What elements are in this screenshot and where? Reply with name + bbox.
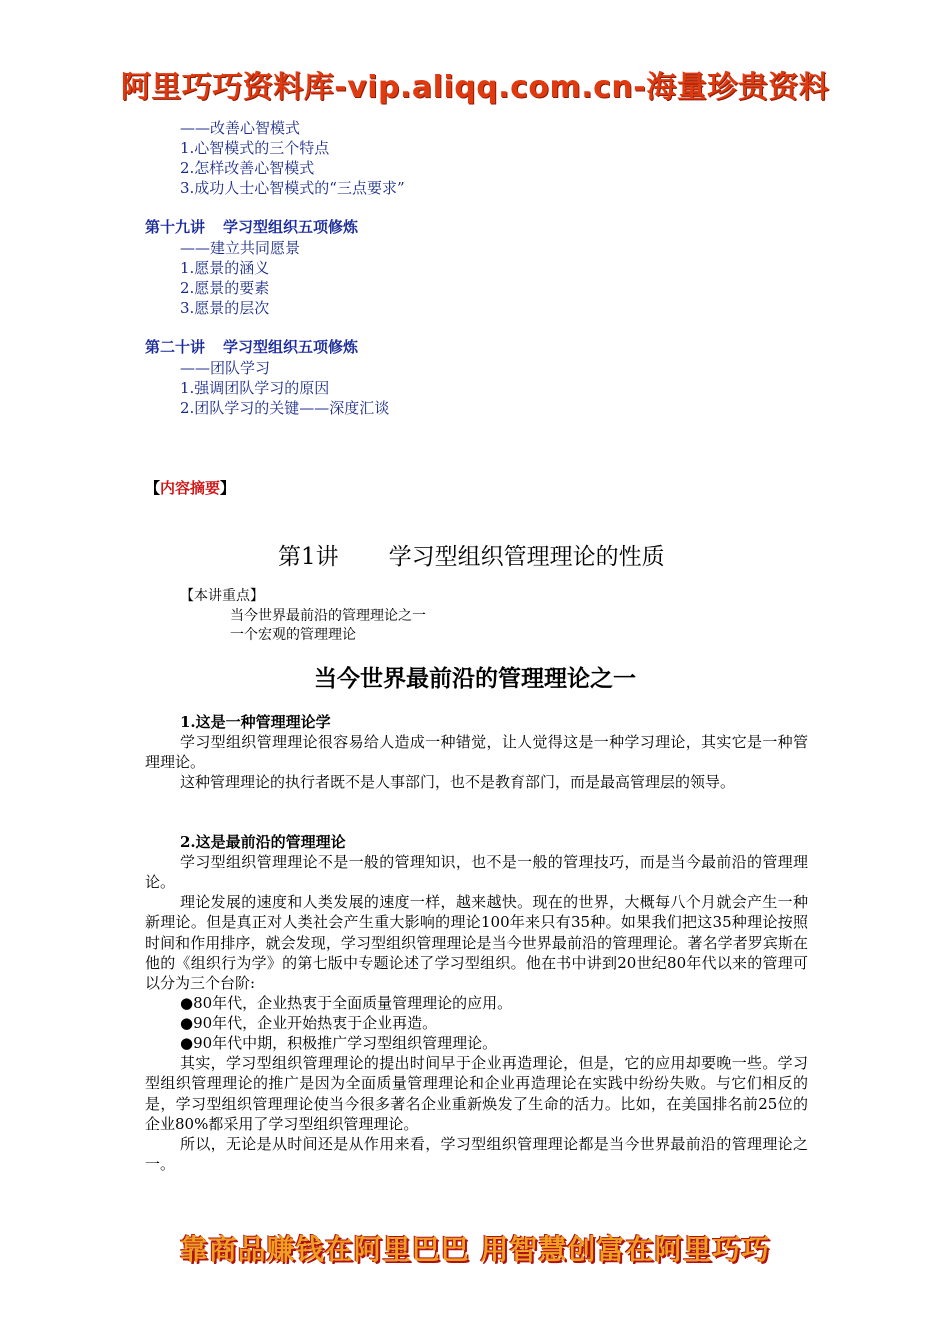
toc-lecture-title: 学习型组织五项修炼 <box>223 218 359 236</box>
toc-lecture-number: 第十九讲 <box>145 218 206 236</box>
toc-item: 1.心智模式的三个特点 <box>180 139 330 157</box>
bullet-item: ●90年代，企业开始热衷于企业再造。 <box>180 1014 438 1032</box>
paragraph: 这种管理理论的执行者既不是人事部门，也不是教育部门，而是最高管理层的领导。 <box>180 773 736 791</box>
key-point: 当今世界最前沿的管理理论之一 <box>230 608 426 624</box>
subsection-heading: 1.这是一种管理理论学 <box>180 713 331 731</box>
section-title: 当今世界最前沿的管理理论之一 <box>314 666 636 692</box>
toc-lecture-number: 第二十讲 <box>145 338 206 356</box>
header-banner: 阿里巧巧资料库-vip.aliqq.com.cn-海量珍贵资料 <box>120 70 830 105</box>
key-points-label: 【本讲重点】 <box>180 588 264 604</box>
toc-subtitle: ——改善心智模式 <box>180 119 301 137</box>
toc-item: 2.怎样改善心智模式 <box>180 159 315 177</box>
toc-subtitle: ——建立共同愿景 <box>180 239 301 257</box>
toc-item: 1.强调团队学习的原因 <box>180 379 330 397</box>
lecture-title <box>278 538 665 571</box>
paragraph: 所以，无论是从时间还是从作用来看，学习型组织管理理论都是当今世界最前沿的管理理论之一。 <box>145 1135 808 1174</box>
lecture-name: 学习型组织管理理论的性质 <box>388 544 665 570</box>
toc-item: 3.成功人士心智模式的“三点要求” <box>180 179 405 197</box>
bullet-item: ●80年代，企业热衷于全面质量管理理论的应用。 <box>180 994 513 1012</box>
footer-banner: 靠商品赚钱在阿里巴巴 用智慧创富在阿里巧巧 <box>179 1233 771 1266</box>
toc-subtitle: ——团队学习 <box>180 359 271 377</box>
toc-item: 1.愿景的涵义 <box>180 259 270 277</box>
paragraph: 学习型组织管理理论不是一般的管理知识，也不是一般的管理技巧，而是当今最前沿的管理理论。 <box>145 853 808 892</box>
summary-label: 【内容摘要】 <box>145 479 236 497</box>
bullet-item: ●90年代中期，积极推广学习型组织管理理论。 <box>180 1034 498 1052</box>
key-point: 一个宏观的管理理论 <box>230 627 356 643</box>
toc-lecture-title: 学习型组织五项修炼 <box>223 338 359 356</box>
toc-lecture-heading <box>145 217 358 237</box>
subsection-heading: 2.这是最前沿的管理理论 <box>180 833 346 851</box>
toc-item: 3.愿景的层次 <box>180 299 270 317</box>
toc-lecture-heading <box>145 337 358 357</box>
paragraph: 其实，学习型组织管理理论的提出时间早于企业再造理论，但是，它的应用却要晚一些。学习型组织管理理论的推广是因为全面质量管理理论和企业再造理论在实践中纷纷失败。与它们相反的是，学习型组织管理理论使当今很多著名企业重新焕发了生命的活力。比如，在美国排名前25位的企业80%都采用了学习型组织管理理论。 <box>145 1054 808 1133</box>
toc-item: 2.愿景的要素 <box>180 279 270 297</box>
summary-label-text: 内容摘要 <box>160 479 221 497</box>
paragraph: 学习型组织管理理论很容易给人造成一种错觉，让人觉得这是一种学习理论，其实它是一种管理理论。 <box>145 733 808 772</box>
toc-item: 2.团队学习的关键——深度汇谈 <box>180 399 390 417</box>
paragraph: 理论发展的速度和人类发展的速度一样，越来越快。现在的世界，大概每八个月就会产生一种新理论。但是真正对人类社会产生重大影响的理论100年来只有35种。如果我们把这35种理论按照时间和作用排序，就会发现，学习型组织管理理论是当今世界最前沿的管理理论。著名学者罗宾斯在他的《组织行为学》的第七版中专题论述了学习型组织。他在书中讲到20世纪80年代以来的管理可以分为三个台阶: <box>145 893 808 993</box>
lecture-number: 第1讲 <box>278 544 339 570</box>
